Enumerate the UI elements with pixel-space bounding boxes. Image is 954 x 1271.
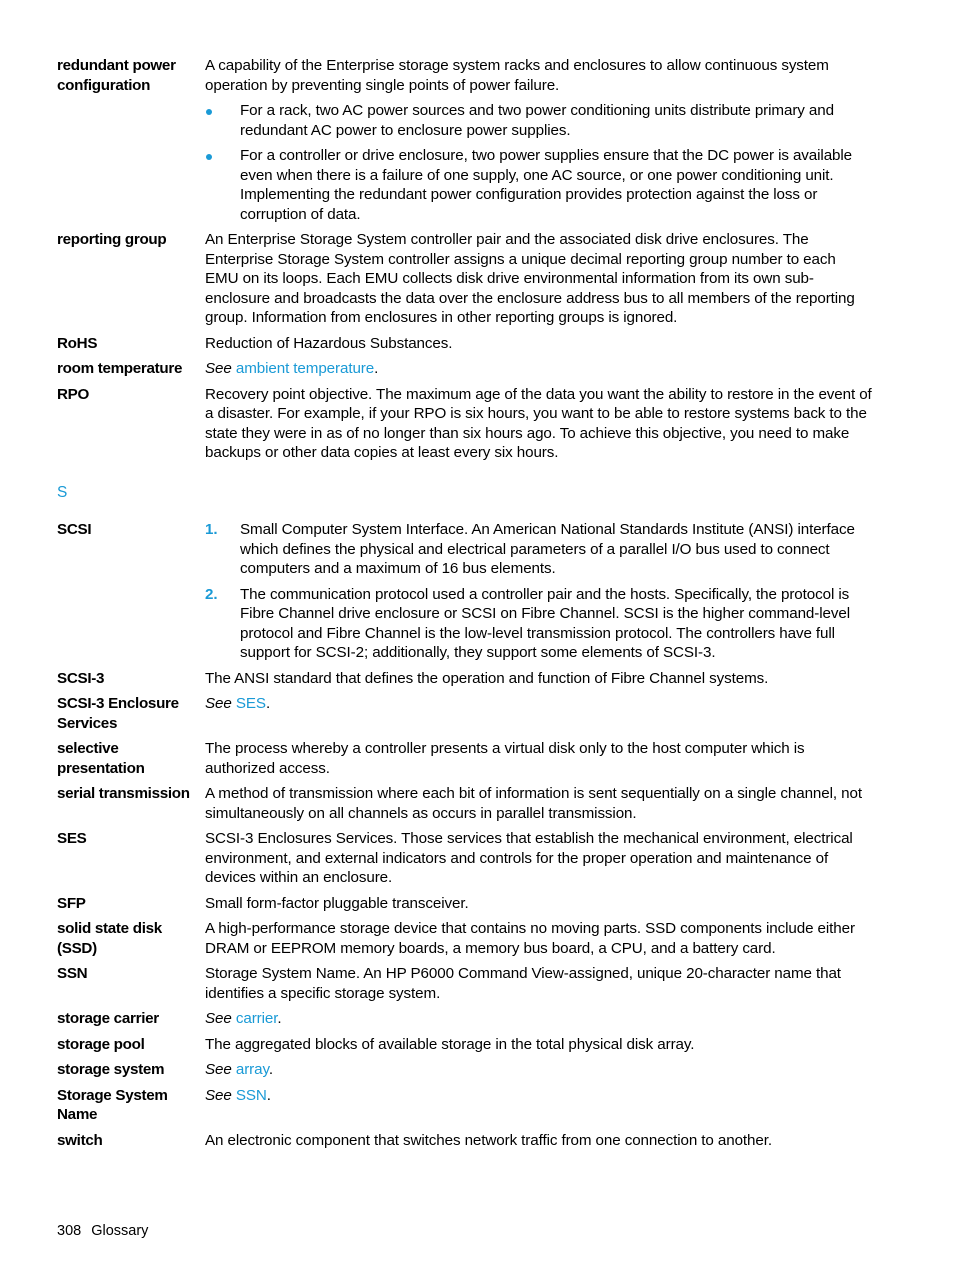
glossary-term: reporting group — [57, 231, 167, 248]
glossary-entry — [57, 385, 872, 463]
see-label: See — [205, 695, 232, 712]
glossary-term: SCSI — [57, 521, 92, 538]
glossary-entry — [57, 520, 872, 663]
glossary-definition: A high-performance storage device that contains no moving parts. SSD components include either DRAM or EEPROM memory boards, a memory bus board, a CPU, and a battery card. — [205, 920, 855, 957]
glossary-entry — [57, 359, 872, 379]
see-label: See — [205, 1086, 232, 1104]
trailing-punctuation: . — [277, 1010, 282, 1027]
section-letter-heading: S — [57, 483, 68, 501]
item-text: The communication protocol used a controller pair and the hosts. Specifically, the protocol is Fibre Channel drive enclosure or SCSI on Fibre Channel. SCSI is the higher command-level protocol and Fibre Channel is the low-level transmission protocol. The controllers have full support for SCSI-2; additionally, they support some elements of SCSI-3. — [240, 585, 850, 661]
item-number: 2. — [205, 585, 218, 603]
xref-link-ambient-temperature[interactable]: ambient temperature — [235, 360, 375, 377]
glossary-entry — [57, 1009, 872, 1029]
numbered-list — [205, 520, 872, 663]
glossary-definition — [205, 520, 872, 663]
glossary-entry — [57, 334, 872, 354]
bullet-icon — [206, 109, 212, 115]
glossary-term: storage system — [57, 1061, 165, 1078]
footer-section-title: Glossary — [91, 1223, 149, 1239]
glossary-entry — [57, 1060, 872, 1080]
glossary-entry — [57, 56, 872, 224]
glossary-term: serial transmission — [57, 785, 190, 802]
numbered-item — [205, 520, 872, 579]
see-label: See — [205, 1061, 232, 1078]
glossary-entry — [57, 1086, 872, 1125]
glossary-definition — [205, 56, 872, 224]
bullet-text: For a rack, two AC power sources and two power conditioning units distribute primary and redundant AC power to enclosure power supplies. — [240, 102, 834, 139]
glossary-entry — [57, 1131, 872, 1151]
xref-link-array[interactable]: array — [235, 1061, 269, 1078]
glossary-page — [57, 56, 872, 1156]
glossary-definition — [205, 694, 872, 733]
glossary-definition: An electronic component that switches network traffic from one connection to another. — [205, 1131, 772, 1149]
glossary-term: SES — [57, 830, 87, 847]
glossary-term: SFP — [57, 894, 86, 912]
glossary-term: storage carrier — [57, 1010, 159, 1027]
glossary-term: redundant power configuration — [57, 57, 176, 94]
glossary-term: solid state disk (SSD) — [57, 920, 162, 957]
glossary-entry — [57, 829, 872, 888]
glossary-definition: Storage System Name. An HP P6000 Command View-assigned, unique 20-character name that identifies a specific storage system. — [205, 965, 841, 1002]
glossary-entry — [57, 964, 872, 1003]
see-label: See — [205, 1010, 232, 1027]
trailing-punctuation: . — [374, 360, 379, 377]
glossary-entry — [57, 894, 872, 914]
glossary-entry — [57, 1035, 872, 1055]
numbered-item — [205, 585, 872, 663]
xref-link-carrier[interactable]: carrier — [235, 1010, 278, 1027]
glossary-term: Storage System Name — [57, 1086, 168, 1123]
see-label: See — [205, 360, 232, 377]
glossary-term: SSN — [57, 965, 88, 982]
bullet-text: For a controller or drive enclosure, two power supplies ensure that the DC power is available even when there is a failure of one supply, one AC source, or one power conditioning unit. Implementing the redundant power configuration provides protection against the loss or corruption of data. — [240, 147, 853, 223]
glossary-entry — [57, 694, 872, 733]
bullet-item — [205, 146, 872, 224]
glossary-term: RPO — [57, 385, 90, 403]
glossary-definition: The aggregated blocks of available storage in the total physical disk array. — [205, 1035, 695, 1053]
glossary-definition: A method of transmission where each bit of information is sent sequentially on a single channel, not simultaneously on all channels as occurs in parallel transmission. — [205, 785, 862, 822]
glossary-entry — [57, 669, 872, 689]
glossary-definition: Recovery point objective. The maximum age of the data you want the ability to restore in the event of a disaster. For example, if your RPO is six hours, you want to be able to restore systems back to the state they were in as of no longer than six hours ago. To achieve this objective, you need to make backups or other data copies at least every six hours. — [205, 385, 872, 461]
glossary-definition: The ANSI standard that defines the operation and function of Fibre Channel systems. — [205, 669, 769, 687]
glossary-term: selective presentation — [57, 740, 145, 777]
bullet-icon — [206, 154, 212, 160]
page-number: 308 — [57, 1223, 82, 1239]
glossary-entry — [57, 739, 872, 778]
glossary-entry — [57, 230, 872, 328]
glossary-term: SCSI-3 — [57, 669, 105, 687]
glossary-term: room temperature — [57, 360, 183, 377]
glossary-entry — [57, 784, 872, 823]
trailing-punctuation: . — [268, 1061, 273, 1078]
bullet-list — [205, 101, 872, 224]
glossary-definition: An Enterprise Storage System controller pair and the associated disk drive enclosures. The Enterprise Storage System controller assigns a unique decimal reporting group number to each EMU on its loops. Each EMU collects disk drive environmental information from its own sub-enclosure and broadcasts the data over the enclosure address bus to all members of the reporting group. Information from enclosures in other reporting groups is ignored. — [205, 231, 855, 326]
glossary-entry — [57, 919, 872, 958]
trailing-punctuation: . — [266, 1086, 271, 1104]
glossary-term: storage pool — [57, 1035, 145, 1053]
definition-text: A capability of the Enterprise storage system racks and enclosures to allow continuous system operation by preventing single points of power failure. — [205, 57, 829, 94]
glossary-term: RoHS — [57, 334, 98, 352]
glossary-definition — [205, 1060, 872, 1080]
glossary-definition — [205, 1009, 872, 1029]
item-number: 1. — [205, 521, 218, 538]
glossary-definition: Small form-factor pluggable transceiver. — [205, 894, 469, 912]
glossary-definition: The process whereby a controller presents a virtual disk only to the host computer which is authorized access. — [205, 740, 805, 777]
glossary-definition: Reduction of Hazardous Substances. — [205, 334, 453, 352]
xref-link-ses[interactable]: SES — [235, 695, 266, 712]
page-footer — [57, 1222, 148, 1240]
glossary-definition: SCSI-3 Enclosures Services. Those services that establish the mechanical environment, electrical environment, and external indicators and controls for the proper operation and maintenance of devices within an enclosure. — [205, 830, 853, 886]
trailing-punctuation: . — [265, 695, 271, 712]
glossary-term: SCSI-3 Enclosure Services — [57, 695, 179, 732]
glossary-term: switch — [57, 1131, 103, 1149]
glossary-definition — [205, 359, 872, 379]
item-text: Small Computer System Interface. An American National Standards Institute (ANSI) interface which defines the physical and electrical parameters of a parallel I/O bus used to connect computers and a maximum of 16 bus elements. — [240, 521, 855, 577]
bullet-item — [205, 101, 872, 140]
xref-link-ssn[interactable]: SSN — [235, 1086, 267, 1104]
glossary-definition — [205, 1086, 872, 1125]
